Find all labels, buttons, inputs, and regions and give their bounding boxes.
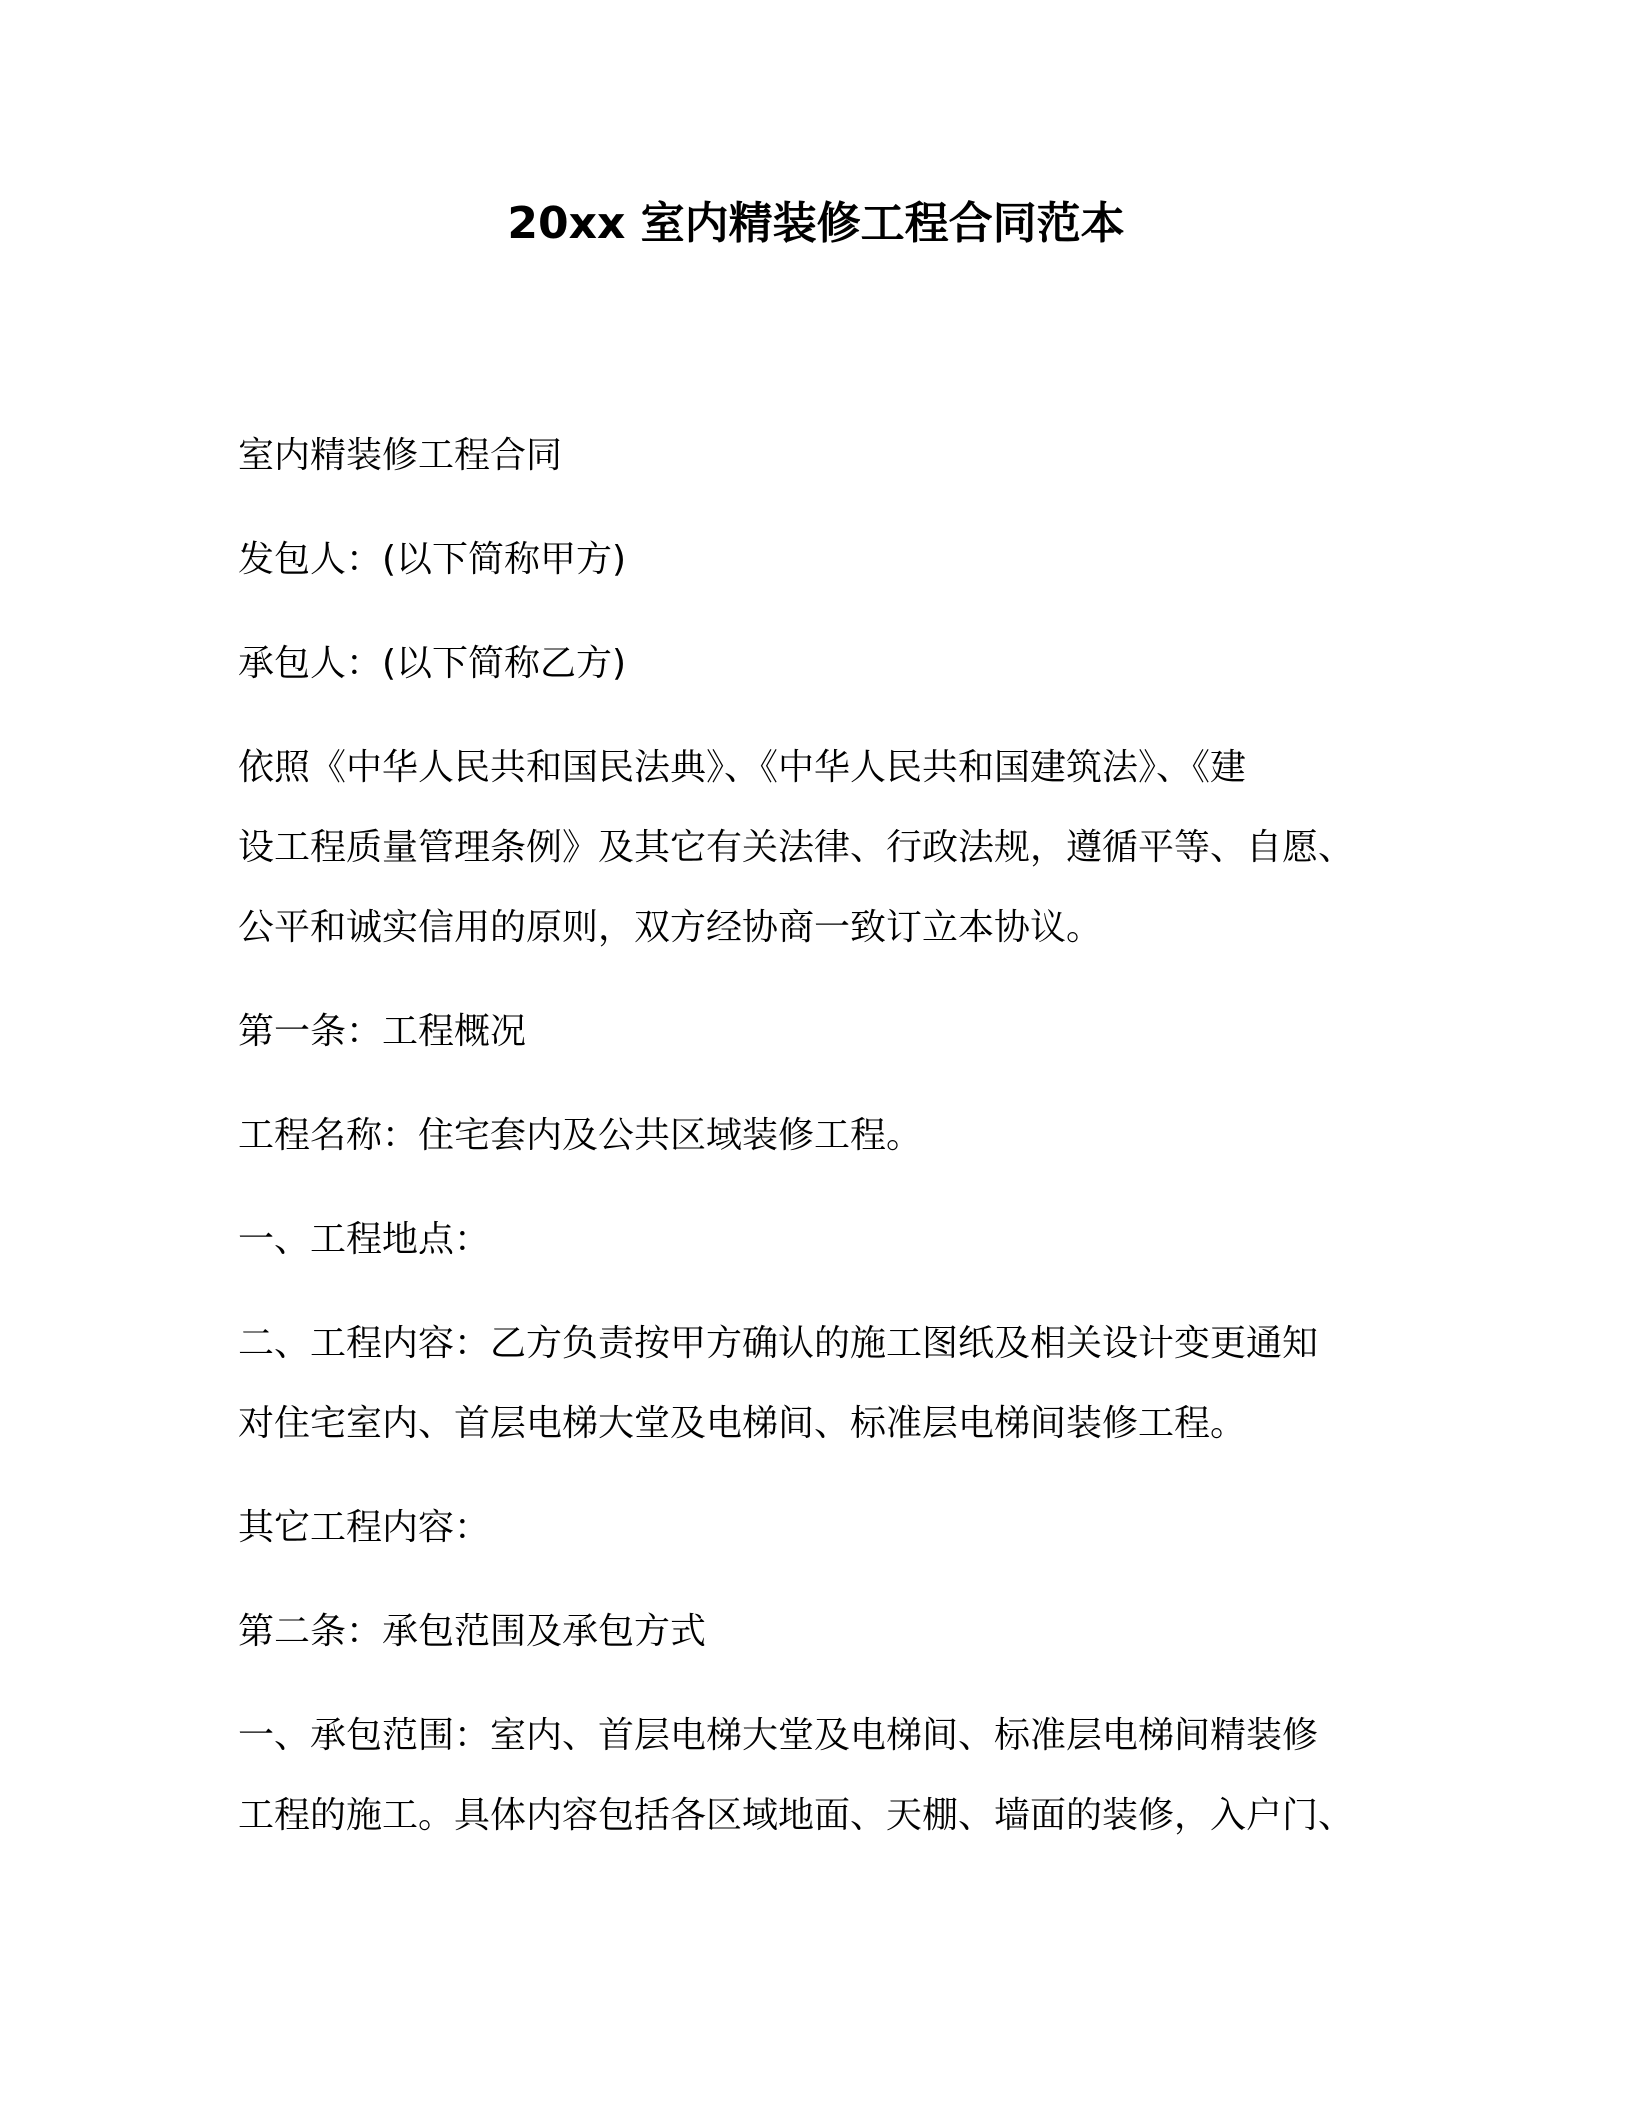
paragraph-other-content [238,1488,1398,1568]
paragraph-project-location [238,1200,1398,1280]
text-line: 室内精装修工程合同 [238,435,563,476]
text-line: 发包人：(以下简称甲方) [238,539,627,580]
text-line: 二、工程内容：乙方负责按甲方确认的施工图纸及相关设计变更通知 [238,1323,1319,1364]
text-line: 对住宅室内、首层电梯大堂及电梯间、标准层电梯间装修工程。 [238,1403,1247,1444]
paragraph-article-two-heading [238,1592,1398,1672]
text-line: 一、承包范围：室内、首层电梯大堂及电梯间、标准层电梯间精装修 [238,1715,1319,1756]
text-line: 第一条：工程概况 [238,1011,527,1052]
paragraph-legal-basis [238,728,1398,968]
text-line: 公平和诚实信用的原则，双方经协商一致订立本协议。 [238,907,1103,948]
text-line: 设工程质量管理条例》及其它有关法律、行政法规，遵循平等、自愿、 [238,827,1355,868]
text-line: 其它工程内容： [238,1507,491,1548]
paragraph-project-content [238,1304,1398,1464]
paragraph-contract-heading [238,416,1398,496]
document-title: 20xx 室内精装修工程合同范本 [507,198,1125,249]
text-line: 工程名称：住宅套内及公共区域装修工程。 [238,1115,923,1156]
paragraph-article-one-heading [238,992,1398,1072]
text-line: 第二条：承包范围及承包方式 [238,1611,707,1652]
paragraph-scope [238,1696,1398,1856]
document-body [238,416,1398,1880]
text-line: 依照《中华人民共和国民法典》、《中华人民共和国建筑法》、《建 [238,747,1247,788]
text-line: 承包人：(以下简称乙方) [238,643,627,684]
paragraph-contractor [238,624,1398,704]
paragraph-employer [238,520,1398,600]
text-line: 一、工程地点： [238,1219,491,1260]
text-line: 工程的施工。具体内容包括各区域地面、天棚、墙面的装修，入户门、 [238,1795,1355,1836]
paragraph-project-name [238,1096,1398,1176]
